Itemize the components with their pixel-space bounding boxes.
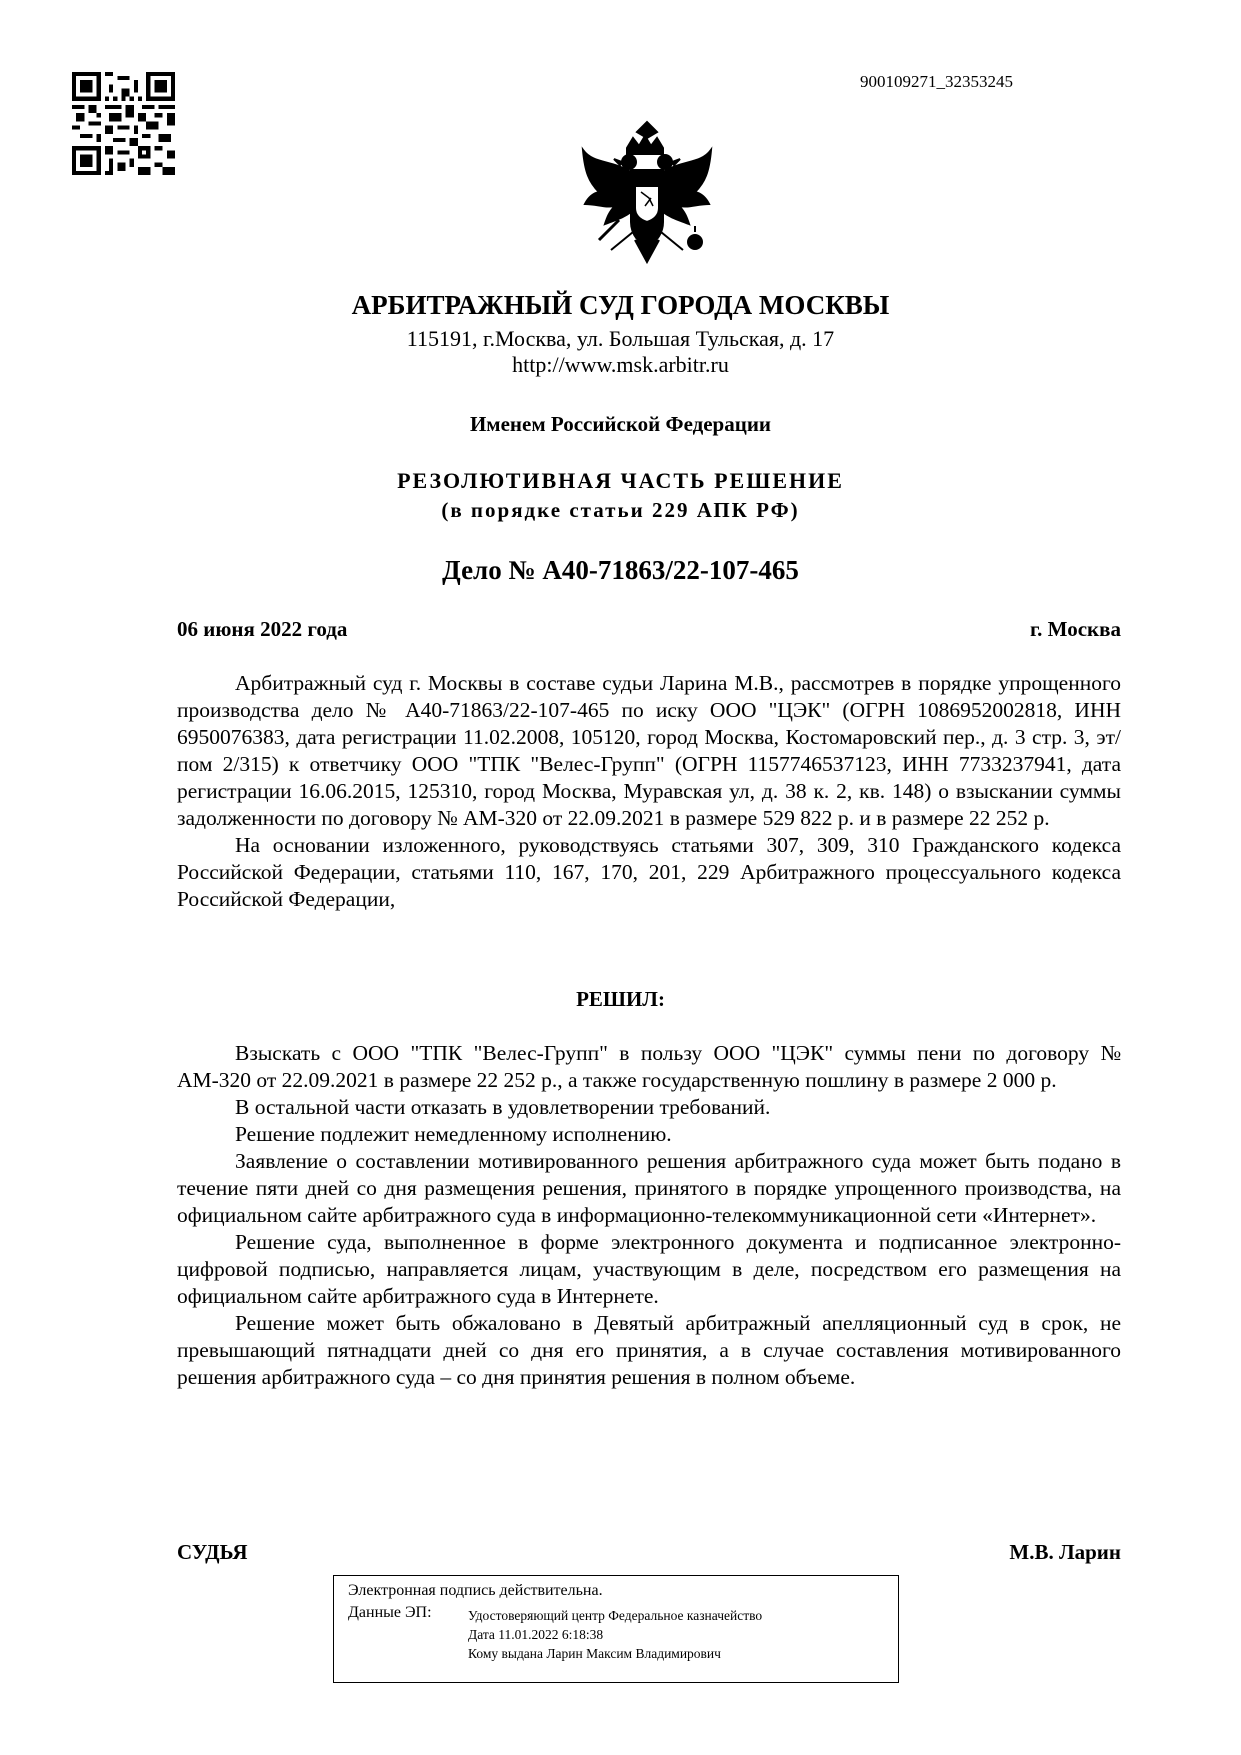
judge-row	[177, 1540, 1121, 1565]
court-address: 115191, г.Москва, ул. Большая Тульская, д. 17	[406, 326, 835, 351]
signature-valid-text: Электронная подпись действительна.	[348, 1582, 603, 1599]
decision-paragraph: Решение суда, выполненное в форме электронного документа и подписанное электронно-цифровой подписью, направляется лицам, участвующим в деле, посредством его размещения на официальном сайте арбитражного суда в Интернете.	[177, 1230, 1121, 1308]
intro-section	[177, 670, 1121, 913]
signature-details	[468, 1604, 762, 1663]
signature-issued-to: Кому выдана Ларин Максим Владимирович	[468, 1646, 721, 1661]
document-id: 900109271_32353245	[860, 72, 1013, 91]
signature-data	[348, 1604, 884, 1663]
decision-paragraph: В остальной части отказать в удовлетворении требований.	[235, 1095, 771, 1119]
case-number: Дело № А40-71863/22-107-465	[442, 555, 799, 585]
qr-code-icon	[72, 72, 175, 175]
judge-name: М.В. Ларин	[1009, 1540, 1121, 1564]
decision-date: 06 июня 2022 года	[177, 617, 348, 641]
decision-paragraph: Решение подлежит немедленному исполнению.	[235, 1122, 672, 1146]
electronic-signature-box	[333, 1575, 899, 1683]
decision-paragraph: Взыскать с ООО "ТПК "Велес-Групп" в пользу ООО "ЦЭК" суммы пени по договору № АМ-320 от 22.09.2021 в размере 22 252 р., а также государственную пошлину в размере 2 000 р.	[177, 1041, 1121, 1092]
document-title: РЕЗОЛЮТИВНАЯ ЧАСТЬ РЕШЕНИЕ	[397, 468, 844, 493]
court-website-link[interactable]: http://www.msk.arbitr.ru	[512, 352, 729, 377]
coat-of-arms-icon	[575, 120, 719, 272]
in-name-of-federation: Именем Российской Федерации	[469, 412, 772, 436]
intro-paragraph: На основании изложенного, руководствуясь статьями 307, 309, 310 Гражданского кодекса Российской Федерации, статьями 110, 167, 170, 201, 229 Арбитражного процессуального кодекса Российской Федерации,	[177, 833, 1121, 911]
court-name: АРБИТРАЖНЫЙ СУД ГОРОДА МОСКВЫ	[351, 290, 890, 320]
judge-label: СУДЬЯ	[177, 1540, 248, 1564]
decision-paragraph: Решение может быть обжаловано в Девятый арбитражный апелляционный суд в срок, не превышающий пятнадцати дней со дня его принятия, а в случае составления мотивированного решения арбитражного суда – со дня принятия решения в полном объеме.	[177, 1311, 1121, 1389]
resolved-heading: РЕШИЛ:	[576, 987, 665, 1011]
signature-date: Дата 11.01.2022 6:18:38	[468, 1627, 604, 1642]
signature-data-label: Данные ЭП:	[348, 1604, 432, 1621]
intro-paragraph: Арбитражный суд г. Москвы в составе судьи Ларина М.В., рассмотрев в порядке упрощенного производства дело № А40-71863/22-107-465 по иску ООО "ЦЭК" (ОГРН 1086952002818, ИНН 6950076383, дата регистрации 11.02.2008, 105120, город Москва, Костомаровский пер., д. 3 стр. 3, эт/пом 2/315) к ответчику ООО "ТПК "Велес-Групп" (ОГРН 1157746537123, ИНН 7733237941, дата регистрации 16.06.2015, 125310, город Москва, Муравская ул, д. 38 к. 2, кв. 148) о взыскании суммы задолженности по договору № АМ-320 от 22.09.2021 в размере 529 822 р. и в размере 22 252 р.	[177, 671, 1121, 830]
decision-paragraph: Заявление о составлении мотивированного решения арбитражного суда может быть подано в течение пяти дней со дня размещения решения, принятого в порядке упрощенного производства, на официальном сайте арбитражного суда в информационно-телекоммуникационной сети «Интернет».	[177, 1149, 1121, 1227]
signature-issuer: Удостоверяющий центр Федеральное казначейство	[468, 1608, 763, 1623]
date-place-row	[177, 617, 1121, 642]
decision-city: г. Москва	[1030, 617, 1121, 641]
decision-section	[177, 1040, 1121, 1391]
document-subtitle: (в порядке статьи 229 АПК РФ)	[441, 498, 800, 522]
